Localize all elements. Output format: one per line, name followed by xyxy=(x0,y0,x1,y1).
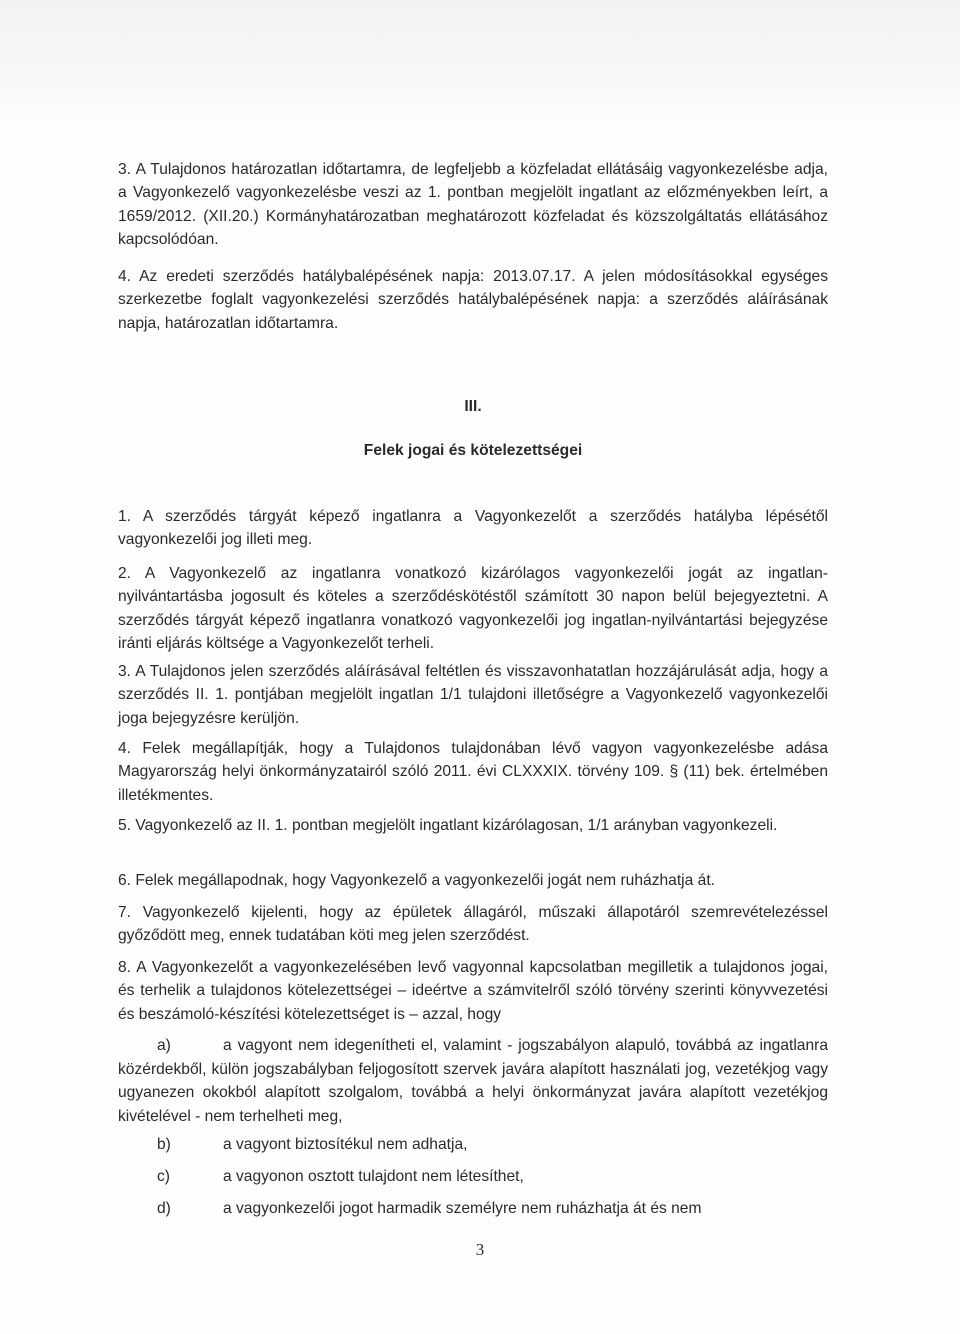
paragraph-text: 3. A Tulajdonos határozatlan időtartamra, de legfeljebb a közfeladat ellátásáig vagyonkezelésbe adja, a Vagyonkezelő vagyonkezelésbe veszi az 1. pontban megjelölt ingatlant az előzményekben leírt, a 1659/2012. (XII.20.) Kormányhatározatban meghatározott közfeladat és közszolgáltatás ellátásához kapcsolódóan. xyxy=(118,161,828,248)
subitem-text: a vagyonon osztott tulajdont nem létesíthet, xyxy=(223,1168,524,1185)
paragraph-text: 7. Vagyonkezelő kijelenti, hogy az épületek állagáról, műszaki állapotáról szemrevételezéssel győződött meg, ennek tudatában köti meg jelen szerződést. xyxy=(118,904,828,945)
paragraph-iii-1 xyxy=(118,505,828,552)
section-title: Felek jogai és kötelezettségei xyxy=(363,442,583,459)
subitem-d xyxy=(157,1197,828,1220)
subitem-text: a vagyonkezelői jogot harmadik személyre nem ruházhatja át és nem xyxy=(223,1200,702,1217)
paragraph-text: 5. Vagyonkezelő az II. 1. pontban megjelölt ingatlant kizárólagosan, 1/1 arányban vagyonkezeli. xyxy=(118,817,778,834)
paragraph-text: 4. Felek megállapítják, hogy a Tulajdonos tulajdonában lévő vagyon vagyonkezelésbe adása Magyarország helyi önkormányzatairól szóló 2011. évi CLXXXIX. törvény 109. § (11) bek. értelmében illetékmentes. xyxy=(118,740,828,804)
paragraph-text: 8. A Vagyonkezelőt a vagyonkezelésében levő vagyonnal kapcsolatban megilletik a tulajdonos jogai, és terhelik a tulajdonos kötelezettségei – ideértve a számvitelről szóló törvény szerinti könyvvezetési és beszámoló-készítési kötelezettséget is – azzal, hogy xyxy=(118,959,828,1023)
paragraph-iii-3 xyxy=(118,660,828,730)
paragraph-iii-2 xyxy=(118,562,828,655)
subitem-text: a vagyont nem idegenítheti el, valamint - jogszabályon alapuló, továbbá az ingatlanra közérdekből, külön jogszabályban feljogosított szervek javára alapított használati jog, vezetékjog vagy ugyanezen okokból alapított szolgalom, továbbá a helyi önkormányzat javára alapított vezetékjog kivételével - nem terhelheti meg, xyxy=(118,1037,828,1125)
paragraph-text: 4. Az eredeti szerződés hatálybalépésének napja: 2013.07.17. A jelen módosításokkal egységes szerkezetbe foglalt vagyonkezelési szerződés hatálybalépésének napja: a szerződés aláírásának napja, határozatlan időtartamra. xyxy=(118,268,828,332)
paragraph-text: 3. A Tulajdonos jelen szerződés aláírásával feltétlen és visszavonhatatlan hozzájárulását adja, hogy a szerződés II. 1. pontjában megjelölt ingatlan 1/1 tulajdoni illetőségre a Vagyonkezelő vagyonkezelői joga bejegyzésre kerüljön. xyxy=(118,663,828,727)
paragraph-iii-7 xyxy=(118,901,828,948)
subitem-marker: c) xyxy=(157,1168,170,1185)
paragraph-text: 6. Felek megállapodnak, hogy Vagyonkezelő a vagyonkezelői jogát nem ruházhatja át. xyxy=(118,872,715,889)
subitem-marker: b) xyxy=(157,1136,171,1153)
subitem-text: a vagyont biztosítékul nem adhatja, xyxy=(223,1136,468,1153)
subitem-b xyxy=(157,1133,828,1156)
paragraph-text: 1. A szerződés tárgyát képező ingatlanra a Vagyonkezelőt a szerződés hatályba lépésétől vagyonkezelői jog illeti meg. xyxy=(118,508,828,549)
subitem-marker: d) xyxy=(157,1200,171,1217)
paragraph-text: 2. A Vagyonkezelő az ingatlanra vonatkozó kizárólagos vagyonkezelői jogát az ingatlan-nyilvántartásba jogosult és köteles a szerződéskötéstől számított 30 napon belül bejegyeztetni. A szerződés tárgyát képező ingatlanra vonatkozó vagyonkezelői jog ingatlan-nyilvántartási bejegyzése iránti eljárás költsége a Vagyonkezelőt terheli. xyxy=(118,565,828,652)
subitem-marker: a) xyxy=(157,1037,171,1054)
paragraph-ii-4 xyxy=(118,265,828,335)
paragraph-ii-3 xyxy=(118,158,828,251)
section-numeral: III. xyxy=(464,398,482,415)
paragraph-iii-5 xyxy=(118,814,828,837)
subitem-c xyxy=(157,1165,828,1188)
paragraph-iii-6 xyxy=(118,869,828,892)
subitem-a xyxy=(118,1034,828,1128)
paragraph-iii-8 xyxy=(118,956,828,1026)
page-number: 3 xyxy=(475,1240,485,1259)
paragraph-iii-4 xyxy=(118,737,828,807)
bleed-through-area xyxy=(0,0,960,130)
